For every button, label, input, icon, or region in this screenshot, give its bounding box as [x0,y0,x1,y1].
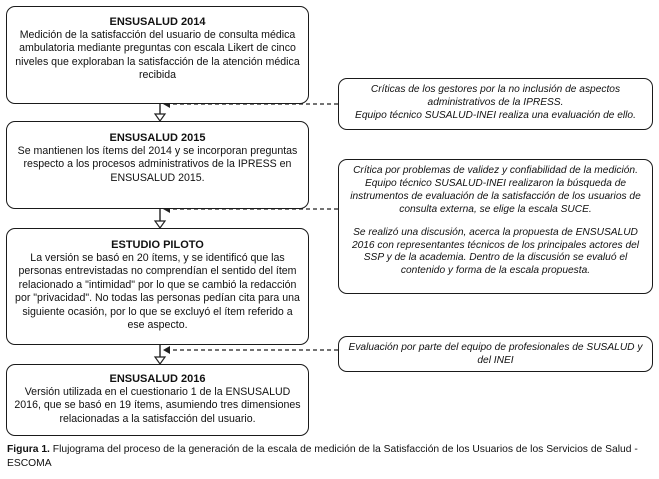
note-gestores [338,78,653,130]
stage-body: Versión utilizada en el cuestionario 1 de la ENSUSALUD 2016, que se basó en 19 ítems, asumiendo tres dimensiones relacionadas a la satisfacción del usuario. [14,386,301,425]
stage-title: ENSUSALUD 2015 [109,132,206,144]
note-evaluacion [338,336,653,372]
arrow-2014-to-2015 [155,104,165,121]
note-text: Se realizó una discusión, acerca la propuesta de ENSUSALUD 2016 con representantes técnicos de los principales actores del SSP y de la academia. Dentro de la discusión se evaluó el contenido y forma de la escala propuesta. [351,226,640,277]
arrow-2015-to-piloto [155,209,165,228]
stage-ensusalud-2015 [6,121,309,209]
stage-ensusalud-2016 [6,364,309,436]
stage-body: Medición de la satisfacción del usuario de consulta médica ambulatoria mediante preguntas con escala Likert de cinco niveles que exploraban la satisfacción de la atención médica recibida [15,29,300,82]
dashed-arrow-note-3 [163,346,338,354]
stage-ensusalud-2014 [6,6,309,104]
caption-label: Figura 1. [7,444,50,455]
note-text: Crítica por problemas de validez y confiabilidad de la medición. Equipo técnico SUSALUD-INEI realizaron la búsqueda de instrumentos de evaluación de la satisfacción de los usuarios de consulta externa, se elige la escala SUCE. [350,165,641,215]
stage-body: La versión se basó en 20 ítems, y se identificó que las personas entrevistadas no comprendían el sentido del ítem relacionado a "intimidad" por lo que se cambió la redacción por "privacidad". No todas las personas pedían cita para una siguiente ocasión, por lo que se excluyó el ítem referido a ese aspecto. [15,252,300,332]
arrow-piloto-to-2016 [155,345,165,364]
note-text: Evaluación por parte del equipo de profesionales de SUSALUD y del INEI [348,342,643,366]
note-text: Equipo técnico SUSALUD-INEI realiza una evaluación de ello. [355,109,636,121]
figure-caption [7,443,653,470]
stage-body: Se mantienen los ítems del 2014 y se incorporan preguntas respecto a los procesos administrativos de la IPRESS en ENSUSALUD 2015. [17,145,298,184]
stage-title: ESTUDIO PILOTO [111,239,204,251]
caption-text: Flujograma del proceso de la generación de la escala de medición de la Satisfacción de los Usuarios de los Servicios de Salud - ESCOMA [7,444,638,469]
note-validez [338,159,653,294]
note-text: Críticas de los gestores por la no inclusión de aspectos administrativos de la IPRESS. [370,84,621,108]
stage-title: ENSUSALUD 2016 [109,373,206,385]
stage-estudio-piloto [6,228,309,345]
stage-title: ENSUSALUD 2014 [109,16,206,28]
